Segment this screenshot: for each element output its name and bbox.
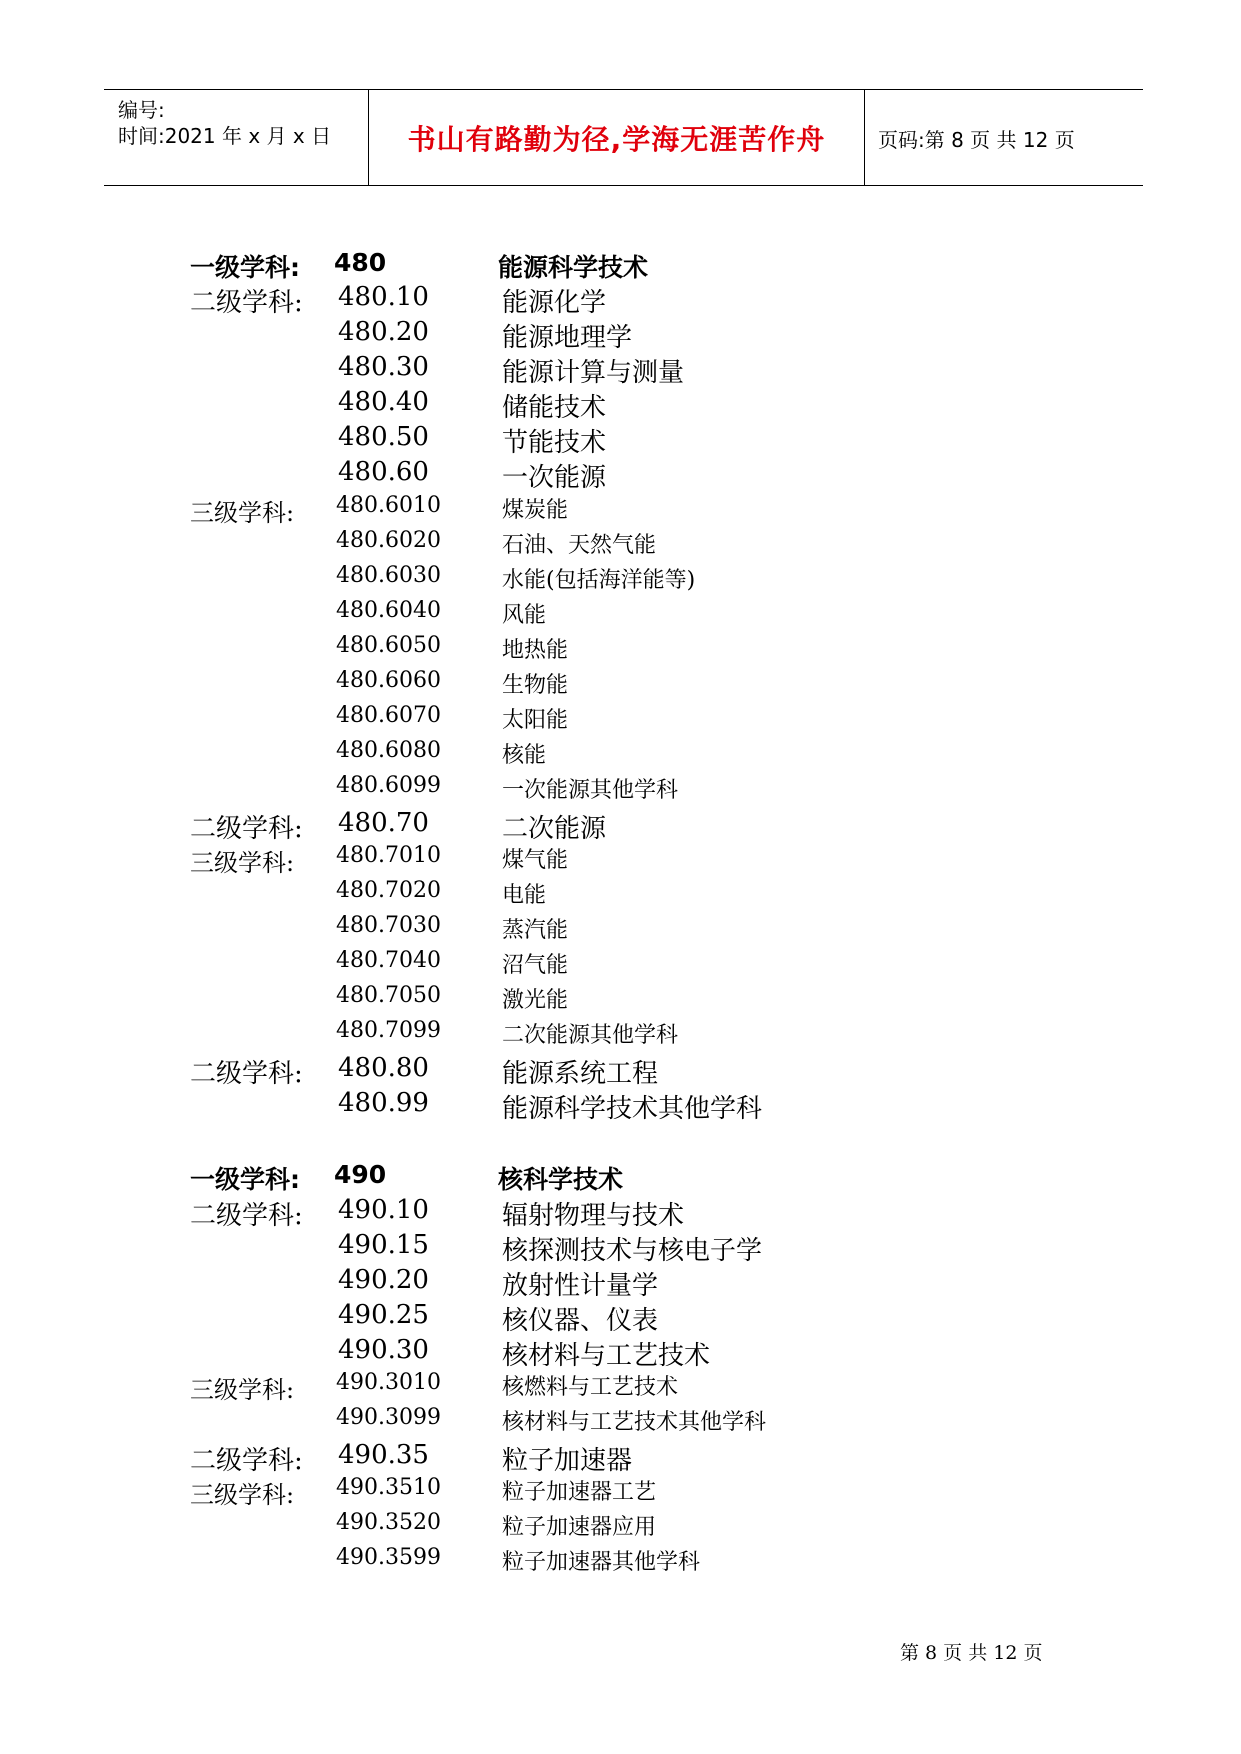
- discipline-row: [0, 1160, 1241, 1192]
- discipline-code: 480.7020: [336, 878, 441, 903]
- level-label: 二级学科:: [190, 1446, 303, 1476]
- discipline-row: [0, 948, 1241, 980]
- discipline-name: 电能: [502, 883, 547, 908]
- discipline-code: 490.3520: [336, 1510, 441, 1535]
- discipline-code: 490.25: [338, 1300, 429, 1330]
- discipline-name: 储能技术: [502, 393, 607, 423]
- level-label: 一级学科:: [190, 1165, 300, 1194]
- discipline-row: [0, 1335, 1241, 1371]
- discipline-code: 490.10: [338, 1195, 429, 1225]
- discipline-row: [0, 913, 1241, 945]
- discipline-code: 490.3010: [336, 1370, 441, 1395]
- discipline-row: [0, 703, 1241, 735]
- discipline-row: [0, 1370, 1241, 1402]
- level-label: 三级学科:: [190, 849, 295, 877]
- discipline-code: 480.7030: [336, 913, 441, 938]
- discipline-code: 490.30: [338, 1335, 429, 1365]
- discipline-row: [0, 1230, 1241, 1266]
- discipline-row: [0, 808, 1241, 844]
- discipline-name: 核科学技术: [498, 1165, 624, 1194]
- document-code-label: 编号:: [118, 98, 165, 122]
- discipline-row: [0, 1300, 1241, 1336]
- discipline-name: 一次能源其他学科: [502, 778, 679, 803]
- discipline-name: 沼气能: [502, 953, 569, 978]
- level-label: 二级学科:: [190, 1201, 303, 1231]
- level-label: 三级学科:: [190, 1481, 295, 1509]
- discipline-name: 放射性计量学: [502, 1271, 659, 1301]
- discipline-name: 能源化学: [502, 288, 607, 318]
- discipline-code: 480.20: [338, 317, 429, 347]
- level-label: 一级学科:: [190, 253, 300, 282]
- discipline-code: 480.6099: [336, 773, 441, 798]
- discipline-code: 480.6050: [336, 633, 441, 658]
- discipline-code: 490.3510: [336, 1475, 441, 1500]
- discipline-name: 粒子加速器其他学科: [502, 1550, 701, 1575]
- discipline-name: 蒸汽能: [502, 918, 569, 943]
- discipline-code: 480.6070: [336, 703, 441, 728]
- discipline-name: 核燃料与工艺技术: [502, 1375, 679, 1400]
- discipline-row: [0, 1440, 1241, 1476]
- discipline-row: [0, 773, 1241, 805]
- level-label: 三级学科:: [190, 1376, 295, 1404]
- discipline-code: 480.7040: [336, 948, 441, 973]
- discipline-name: 核探测技术与核电子学: [502, 1236, 763, 1266]
- discipline-row: [0, 282, 1241, 318]
- discipline-row: [0, 1195, 1241, 1231]
- discipline-code: 480.6010: [336, 493, 441, 518]
- discipline-name: 石油、天然气能: [502, 533, 657, 558]
- discipline-code: 480.7050: [336, 983, 441, 1008]
- page-footer: 第 8 页 共 12 页: [900, 1642, 1043, 1664]
- discipline-code: 480: [334, 248, 387, 277]
- discipline-code: 480.30: [338, 352, 429, 382]
- discipline-row: [0, 1510, 1241, 1542]
- discipline-code: 480.60: [338, 457, 429, 487]
- discipline-code: 490.35: [338, 1440, 429, 1470]
- discipline-name: 能源地理学: [502, 323, 633, 353]
- discipline-name: 能源科学技术其他学科: [502, 1094, 763, 1124]
- discipline-row: [0, 1545, 1241, 1577]
- discipline-name: 能源科学技术: [498, 253, 649, 282]
- discipline-name: 煤气能: [502, 848, 569, 873]
- discipline-row: [0, 1475, 1241, 1507]
- discipline-row: [0, 633, 1241, 665]
- discipline-code: 490: [334, 1160, 387, 1189]
- discipline-name: 激光能: [502, 988, 569, 1013]
- discipline-row: [0, 1405, 1241, 1437]
- discipline-row: [0, 1053, 1241, 1089]
- discipline-name: 能源系统工程: [502, 1059, 659, 1089]
- discipline-code: 480.6060: [336, 668, 441, 693]
- discipline-code: 480.7010: [336, 843, 441, 868]
- discipline-row: [0, 493, 1241, 525]
- discipline-name: 二次能源其他学科: [502, 1023, 679, 1048]
- discipline-name: 风能: [502, 603, 547, 628]
- discipline-row: [0, 352, 1241, 388]
- discipline-code: 480.6020: [336, 528, 441, 553]
- level-label: 二级学科:: [190, 814, 303, 844]
- discipline-row: [0, 843, 1241, 875]
- discipline-row: [0, 983, 1241, 1015]
- discipline-code: 490.20: [338, 1265, 429, 1295]
- discipline-name: 生物能: [502, 673, 569, 698]
- discipline-row: [0, 738, 1241, 770]
- discipline-row: [0, 563, 1241, 595]
- discipline-row: [0, 1265, 1241, 1301]
- discipline-row: [0, 317, 1241, 353]
- discipline-name: 水能(包括海洋能等): [502, 568, 696, 593]
- discipline-name: 二次能源: [502, 814, 607, 844]
- discipline-row: [0, 668, 1241, 700]
- discipline-code: 490.3599: [336, 1545, 441, 1570]
- discipline-name: 核材料与工艺技术: [502, 1341, 711, 1371]
- discipline-code: 480.99: [338, 1088, 429, 1118]
- discipline-row: [0, 248, 1241, 280]
- discipline-code: 480.70: [338, 808, 429, 838]
- discipline-name: 核仪器、仪表: [502, 1306, 659, 1336]
- discipline-name: 粒子加速器: [502, 1446, 633, 1476]
- discipline-name: 核材料与工艺技术其他学科: [502, 1410, 767, 1435]
- discipline-code: 480.80: [338, 1053, 429, 1083]
- discipline-code: 490.15: [338, 1230, 429, 1260]
- discipline-name: 节能技术: [502, 428, 607, 458]
- discipline-row: [0, 1018, 1241, 1050]
- discipline-name: 粒子加速器应用: [502, 1515, 657, 1540]
- page-number-label: 页码:第 8 页 共 12 页: [878, 128, 1075, 152]
- discipline-name: 一次能源: [502, 463, 607, 493]
- level-label: 二级学科:: [190, 1059, 303, 1089]
- discipline-code: 480.6080: [336, 738, 441, 763]
- discipline-code: 490.3099: [336, 1405, 441, 1430]
- discipline-row: [0, 387, 1241, 423]
- discipline-code: 480.40: [338, 387, 429, 417]
- discipline-row: [0, 598, 1241, 630]
- document-time-label: 时间:2021 年 x 月 x 日: [118, 124, 332, 148]
- discipline-row: [0, 878, 1241, 910]
- discipline-code: 480.7099: [336, 1018, 441, 1043]
- discipline-code: 480.50: [338, 422, 429, 452]
- discipline-row: [0, 457, 1241, 493]
- discipline-code: 480.10: [338, 282, 429, 312]
- motto-text: 书山有路勤为径,学海无涯苦作舟: [407, 123, 826, 156]
- discipline-name: 太阳能: [502, 708, 569, 733]
- discipline-code: 480.6030: [336, 563, 441, 588]
- level-label: 二级学科:: [190, 288, 303, 318]
- discipline-name: 地热能: [502, 638, 569, 663]
- discipline-row: [0, 528, 1241, 560]
- level-label: 三级学科:: [190, 499, 295, 527]
- discipline-name: 煤炭能: [502, 498, 569, 523]
- discipline-row: [0, 422, 1241, 458]
- discipline-name: 辐射物理与技术: [502, 1201, 685, 1231]
- discipline-name: 核能: [502, 743, 547, 768]
- discipline-name: 能源计算与测量: [502, 358, 685, 388]
- discipline-code: 480.6040: [336, 598, 441, 623]
- discipline-row: [0, 1088, 1241, 1124]
- discipline-name: 粒子加速器工艺: [502, 1480, 657, 1505]
